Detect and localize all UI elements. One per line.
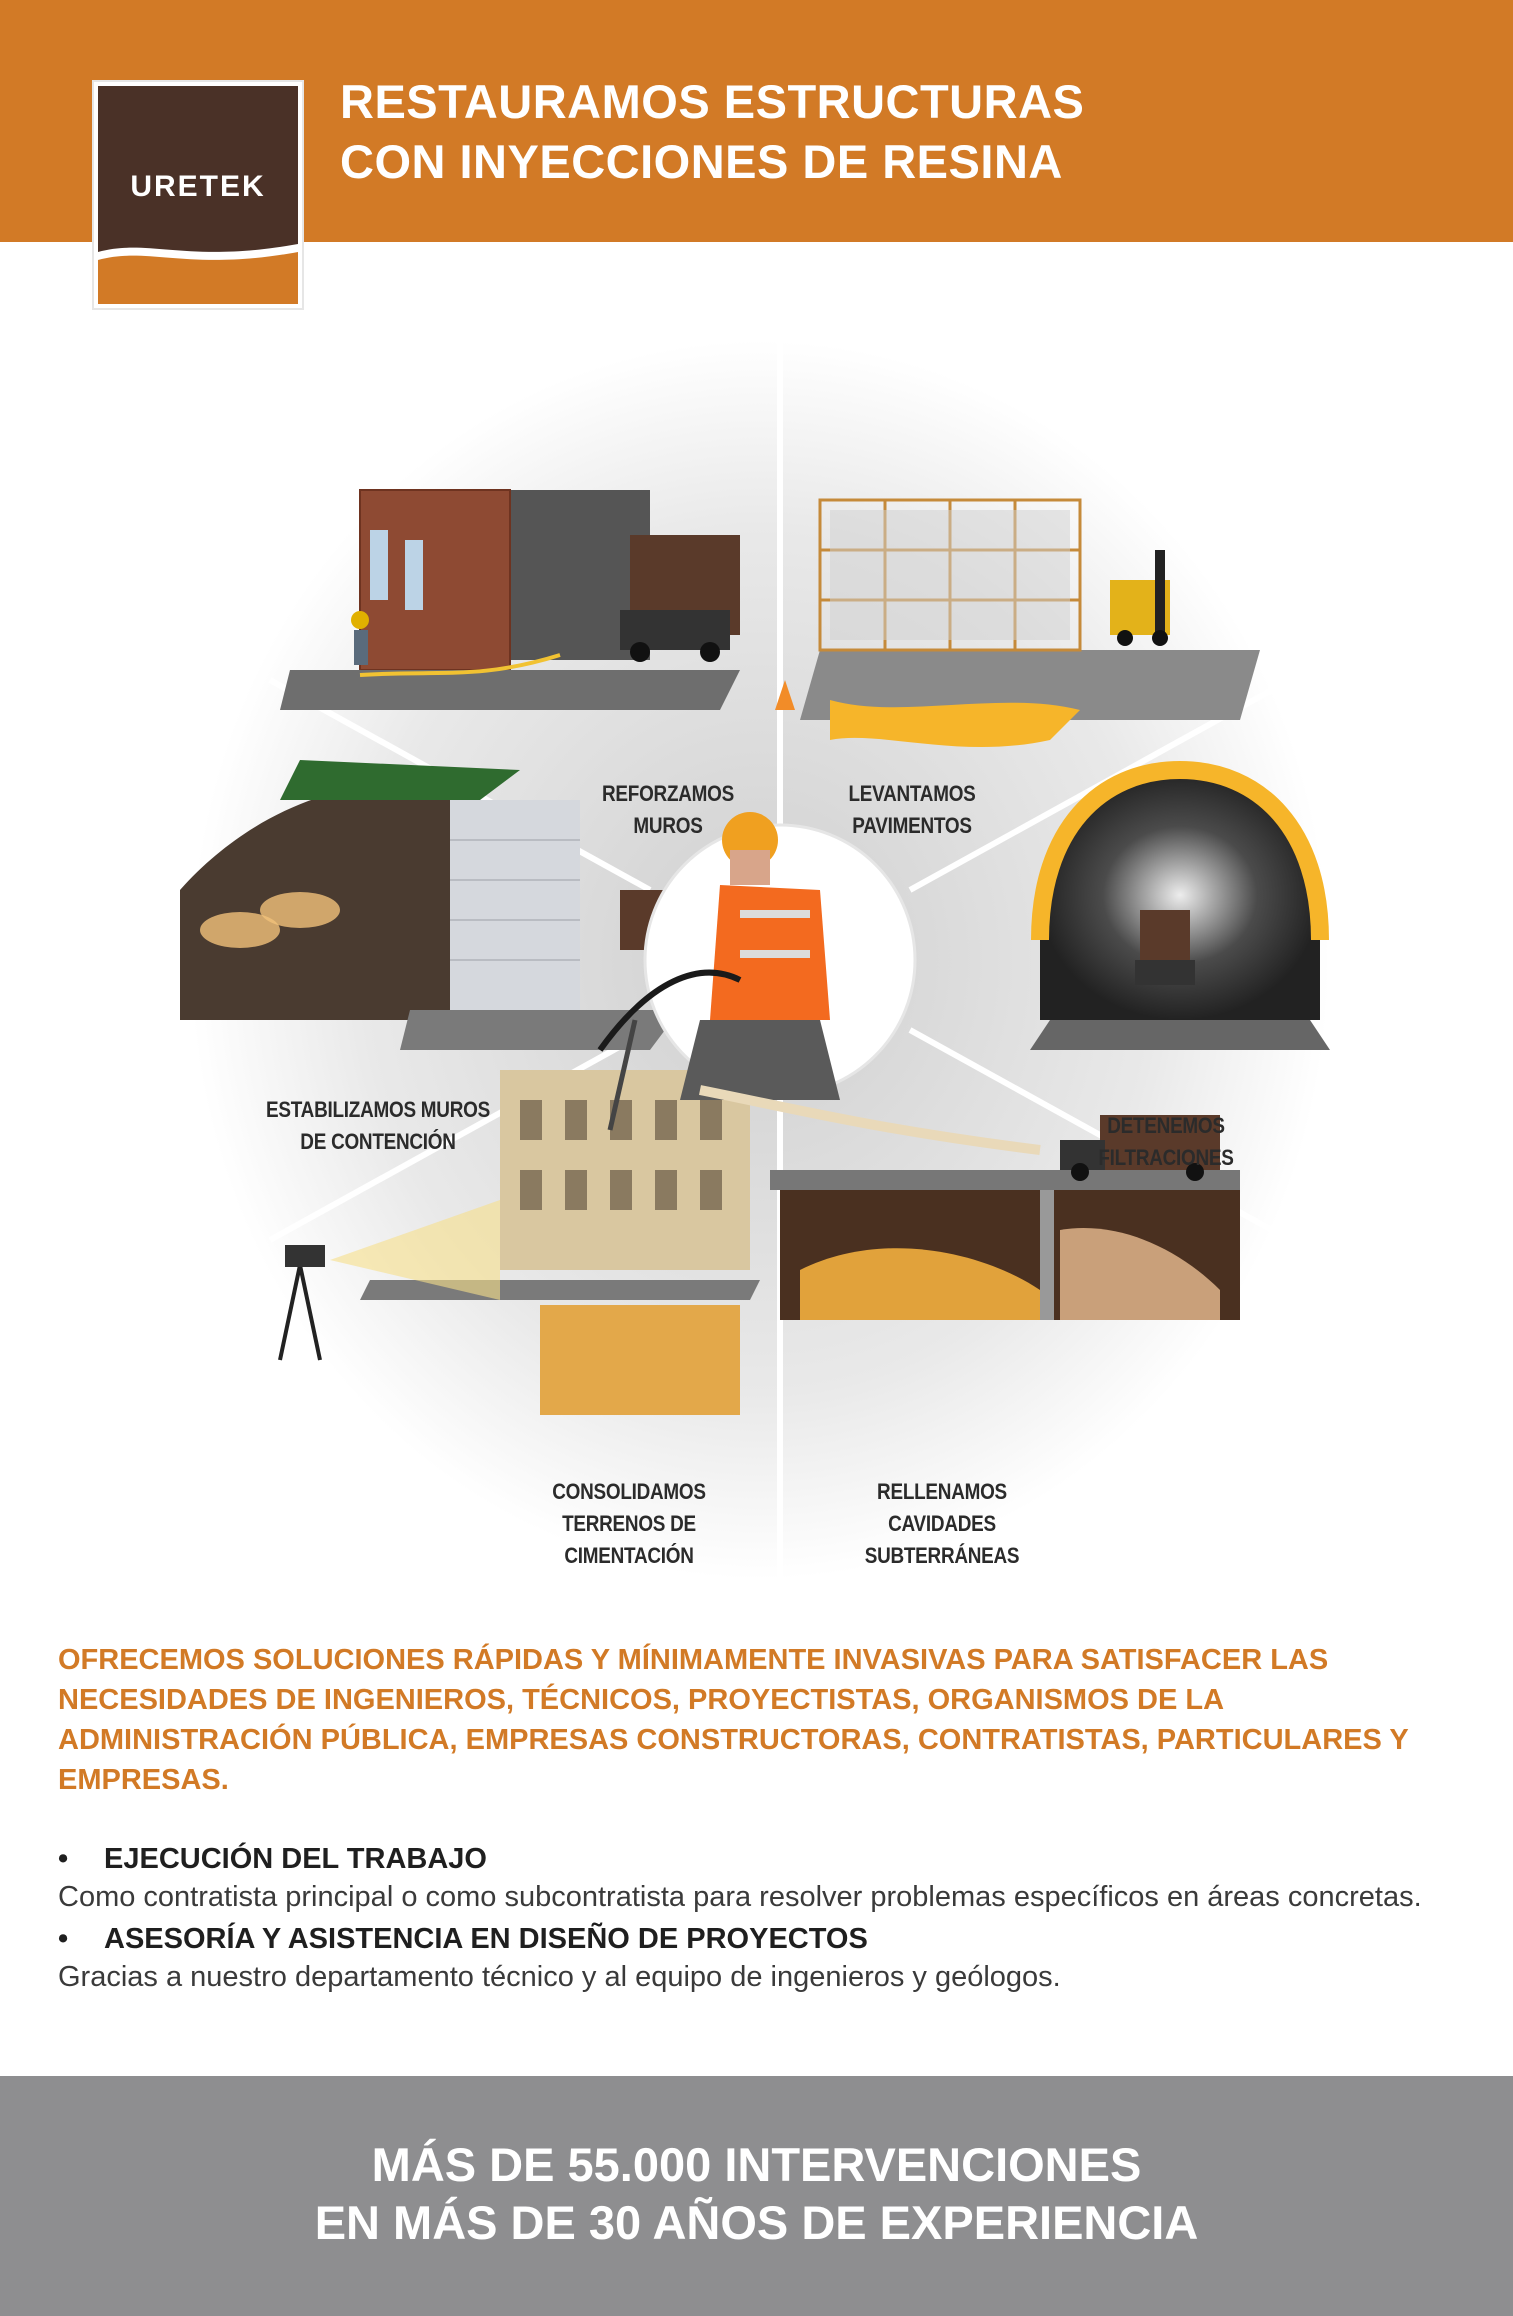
services-wheel	[180, 330, 1340, 1590]
label-detenemos-filtraciones: DETENEMOS FILTRACIONES	[1098, 1113, 1234, 1170]
label-levantamos-pavimentos: LEVANTAMOS PAVIMENTOS	[848, 781, 976, 838]
bullet-text-ejecucion: Como contratista principal o como subcontratista para resolver problemas específicos en áreas concretas.	[58, 1881, 1422, 1913]
bullet-text-asesoria: Gracias a nuestro departamento técnico y al equipo de ingenieros y geólogos.	[58, 1961, 1061, 1993]
label-estabilizamos-muros: ESTABILIZAMOS MUROS DE CONTENCIÓN	[266, 1097, 490, 1154]
footer-line-1: MÁS DE 55.000 INTERVENCIONES	[371, 2138, 1142, 2191]
uretek-logo	[92, 80, 304, 310]
lead-paragraph: OFRECEMOS SOLUCIONES RÁPIDAS Y MÍNIMAMENTE INVASIVAS PARA SATISFACER LAS NECESIDADES DE INGENIEROS, TÉCNICOS, PROYECTISTAS, ORGANISMOS DE LA ADMINISTRACIÓN PÚBLICA, EMPRESAS CONSTRUCTORAS, CONTRATISTAS, PARTICULARES Y EMPRESAS.	[58, 1644, 1409, 1796]
footer-band	[0, 2076, 1513, 2316]
services-bullets	[58, 1840, 1478, 2000]
label-rellenamos-cavidades: RELLENAMOS CAVIDADES SUBTERRÁNEAS	[864, 1479, 1020, 1568]
page-title	[340, 72, 1084, 192]
label-consolidamos-terrenos: CONSOLIDAMOS TERRENOS DE CIMENTACIÓN	[552, 1479, 706, 1568]
wheel-graphic	[180, 330, 1340, 1590]
footer-line-2: EN MÁS DE 30 AÑOS DE EXPERIENCIA	[314, 2196, 1199, 2249]
logo-text: URETEK	[130, 170, 266, 203]
logo-wave-icon	[98, 234, 298, 304]
footer-text	[0, 2136, 1513, 2252]
bullet-heading-ejecucion: • EJECUCIÓN DEL TRABAJO	[58, 1840, 1478, 1878]
bullet-heading-asesoria: • ASESORÍA Y ASISTENCIA EN DISEÑO DE PROYECTOS	[58, 1920, 1478, 1958]
scene-tunnel-leaks	[1030, 770, 1330, 1050]
label-reforzamos-muros: REFORZAMOS MUROS	[602, 781, 734, 838]
title-line-1: RESTAURAMOS ESTRUCTURAS	[340, 75, 1085, 128]
title-line-2: CON INYECCIONES DE RESINA	[340, 135, 1063, 188]
